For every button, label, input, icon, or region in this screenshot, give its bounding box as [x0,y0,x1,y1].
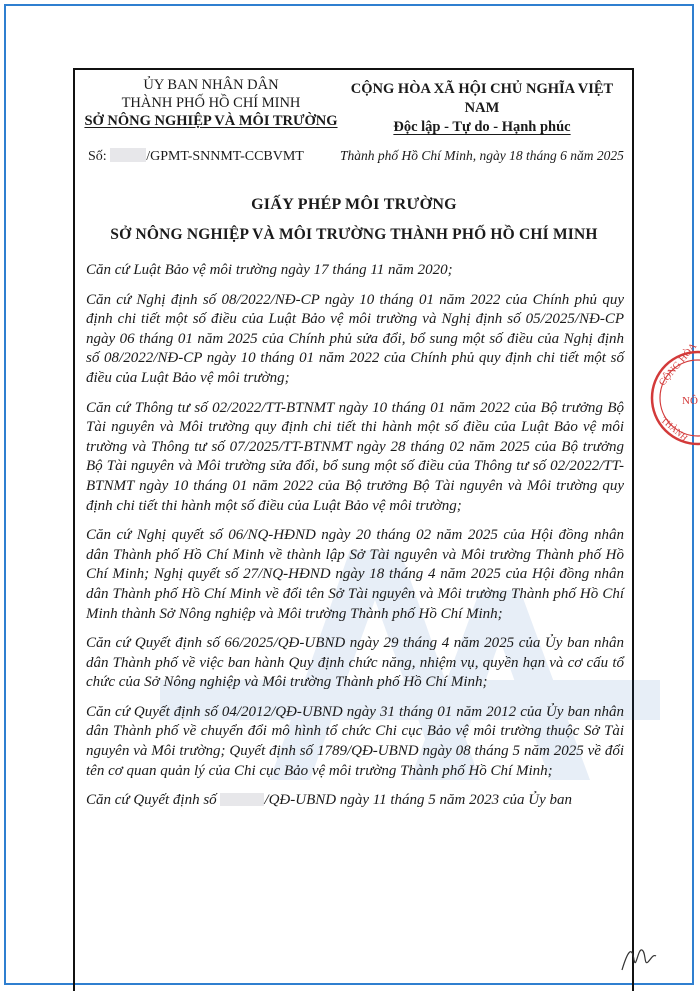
document-meta [88,148,628,168]
document-title: GIẤY PHÉP MÔI TRƯỜNG [251,196,457,213]
legal-basis-paragraph: Căn cứ Quyết định số 04/2012/QĐ-UBND ngày 31 tháng 01 năm 2012 của Ủy ban nhân dân Thành phố về chuyển đổi mô hình tổ chức Chi cục Bảo vệ môi trường thuộc Sở Tài nguyên và Môi trường; Quyết định số 1789/QĐ-UBND ngày 08 tháng 5 năm 2025 về đổi tên cơ quan quản lý của Chi cục Bảo vệ môi trường Thành phố Hồ Chí Minh; [86,703,624,779]
stamp-text-top: CỘNG HÒA [656,341,700,389]
legal-basis-paragraph: Căn cứ Quyết định số 66/2025/QĐ-UBND ngày 29 tháng 4 năm 2025 của Ủy ban nhân dân Thành phố về việc ban hành Quy định chức năng, nhiệm vụ, quyền hạn và cơ cấu tổ chức của Sở Nông nghiệp và Môi trường Thành phố Hồ Chí Minh; [86,635,624,691]
document-body [86,261,624,821]
national-header [334,80,630,137]
legal-basis-paragraph: Căn cứ Nghị định số 08/2022/NĐ-CP ngày 10 tháng 01 năm 2022 của Chính phủ quy định chi tiết một số điều của Luật Bảo vệ môi trường và Nghị định số 05/2025/NĐ-CP ngày 06 tháng 01 năm 2025 của Chính phủ sửa đổi, bổ sung một số điều của Nghị định số 08/2022/NĐ-CP ngày 10 tháng 01 năm 2022 của Chính phủ quy định chi tiết một số điều của Luật Bảo vệ môi trường; [86,291,624,386]
issuer-line-2: THÀNH PHỐ HỒ CHÍ MINH [121,95,301,111]
redacted-number [110,148,146,162]
initial-signature [618,940,658,976]
national-motto: Độc lập - Tự do - Hạnh phúc [393,119,571,135]
last-paragraph-before: Căn cứ Quyết định số [86,792,217,809]
issuer-line-3: SỞ NÔNG NGHIỆP VÀ MÔI TRƯỜNG [84,113,338,129]
stamp-text-side: NÔ [682,395,698,407]
last-paragraph-after: /QĐ-UBND ngày 11 tháng 5 năm 2023 của Ủy ban [264,792,573,809]
issuer-header [80,76,342,130]
stamp-text-bottom: THÀNH [659,414,690,443]
legal-basis-paragraph: Căn cứ Luật Bảo vệ môi trường ngày 17 tháng 11 năm 2020; [86,262,453,278]
document-date: Thành phố Hồ Chí Minh, ngày 18 tháng 6 năm 2025 [340,148,624,163]
legal-basis-paragraph-last [86,791,624,811]
number-prefix: Số: [88,149,107,164]
legal-basis-paragraph: Căn cứ Nghị quyết số 06/NQ-HĐND ngày 20 tháng 02 năm 2025 của Hội đồng nhân dân Thành phố Hồ Chí Minh về thành lập Sở Tài nguyên và Môi trường Thành phố Hồ Chí Minh; Nghị quyết số 27/NQ-HĐND ngày 18 tháng 4 năm 2025 của Hội đồng nhân dân Thành phố Hồ Chí Minh về đổi tên Sở Tài nguyên và Môi trường Thành phố Hồ Chí Minh thành Sở Nông nghiệp và Môi trường Thành phố Hồ Chí Minh; [86,527,624,622]
number-suffix: /GPMT-SNNMT-CCBVMT [146,149,304,164]
national-title: CỘNG HÒA XÃ HỘI CHỦ NGHĨA VIỆT NAM [350,81,614,116]
document-subtitle: SỞ NÔNG NGHIỆP VÀ MÔI TRƯỜNG THÀNH PHỐ HỒ CHÍ MINH [110,226,598,243]
legal-basis-paragraph: Căn cứ Thông tư số 02/2022/TT-BTNMT ngày 10 tháng 01 năm 2022 của Bộ trưởng Bộ Tài nguyên và Môi trường quy định chi tiết thi hành một số điều của Luật Bảo vệ môi trường và Thông tư số 07/2025/TT-BTNMT ngày 28 tháng 02 năm 2025 của Bộ trưởng Bộ Tài nguyên và Môi trường sửa đổi, bổ sung một số điều của Thông tư số 02/2022/TT-BTNMT ngày 10 tháng 01 năm 2022 của Bộ trưởng Bộ Tài nguyên và Môi trường quy định chi tiết thi hành một số điều của Luật Bảo vệ môi trường; [86,399,624,514]
redacted-decision-number [220,793,264,806]
issuer-line-1: ỦY BAN NHÂN DÂN [143,77,279,93]
document-number [88,148,304,165]
